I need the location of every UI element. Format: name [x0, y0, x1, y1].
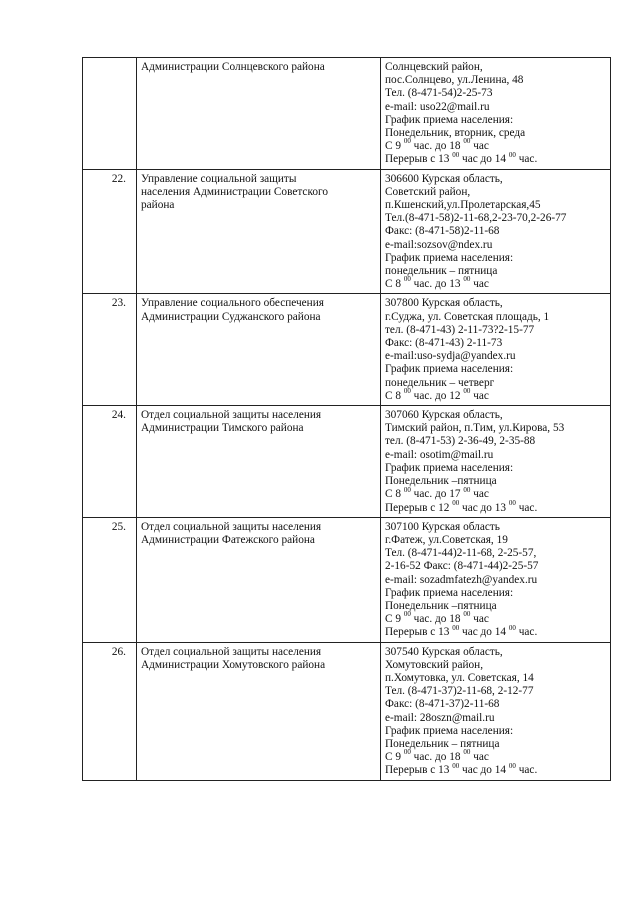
contact-info-line — [385, 610, 606, 626]
row-number: 26. — [83, 642, 137, 780]
contact-info-line — [385, 574, 606, 587]
office-name-cell — [137, 517, 381, 642]
contact-info-line — [385, 534, 606, 547]
row-number: 23. — [83, 294, 137, 406]
contact-text: Хомутовский район, — [385, 658, 484, 671]
contact-info-line — [385, 239, 606, 252]
contact-text: График приема населения: — [385, 724, 514, 737]
table-row — [83, 406, 611, 518]
time-minutes-superscript: 00 — [508, 623, 516, 632]
contact-info-line — [385, 173, 606, 186]
time-minutes-superscript: 00 — [463, 610, 471, 619]
contact-text: час. до 18 — [410, 613, 464, 626]
table-row — [83, 517, 611, 642]
contact-info-line — [385, 521, 606, 534]
contact-text: час. до 18 — [410, 140, 464, 153]
contact-info-cell — [381, 169, 611, 294]
office-name-line: Администрации Солнцевского района — [141, 61, 325, 73]
office-name-line: Администрации Тимского района — [141, 422, 304, 435]
contact-info-line — [385, 698, 606, 711]
contact-text: График приема населения: — [385, 113, 514, 126]
contact-text: 307100 Курская область — [385, 520, 500, 533]
contact-text: График приема населения: — [385, 461, 514, 474]
contact-text: час. — [515, 501, 538, 514]
contact-info-line — [385, 61, 606, 74]
contact-info-line — [385, 311, 606, 324]
contact-text: г.Фатеж, ул.Советская, 19 — [385, 533, 508, 546]
contact-info-line — [385, 127, 606, 140]
contact-text: час до 14 — [459, 153, 509, 166]
contact-info-line — [385, 324, 606, 337]
contact-text: 307800 Курская область, — [385, 297, 503, 310]
contact-text: С 8 — [385, 488, 404, 501]
contact-text: пос.Солнцево, ул.Ленина, 48 — [385, 74, 524, 87]
contact-info-line — [385, 748, 606, 764]
contact-info-line — [385, 74, 606, 87]
office-name-line: Администрации Фатежского района — [141, 533, 315, 546]
time-minutes-superscript: 00 — [508, 150, 516, 159]
row-number: 22. — [83, 169, 137, 294]
time-minutes-superscript: 00 — [463, 387, 471, 396]
time-minutes-superscript: 00 — [508, 761, 516, 770]
contact-text: С 9 — [385, 140, 404, 153]
contact-text: Тел. (8-471-54)2-25-73 — [385, 87, 493, 100]
contact-info-line — [385, 462, 606, 475]
contact-text: г.Суджа, ул. Советская площадь, 1 — [385, 310, 550, 323]
contact-info-line — [385, 485, 606, 501]
contact-text: С 8 — [385, 389, 404, 402]
contact-info-line — [385, 475, 606, 488]
contact-text: час — [470, 278, 489, 291]
contact-text: График приема населения: — [385, 251, 514, 264]
contact-text: час. — [515, 764, 538, 777]
contact-info-cell — [381, 294, 611, 406]
time-minutes-superscript: 00 — [403, 610, 411, 619]
contact-text: час. — [515, 153, 538, 166]
contact-info-line — [385, 623, 606, 639]
contact-text: Факс: (8-471-37)2-11-68 — [385, 698, 500, 711]
contact-text: Понедельник –пятница — [385, 599, 497, 612]
contact-text: Понедельник – пятница — [385, 737, 500, 750]
contact-info-line — [385, 435, 606, 448]
contact-info-line — [385, 114, 606, 127]
contact-info-line — [385, 101, 606, 114]
office-name-line: Отдел социальной защиты населения — [141, 520, 322, 533]
time-minutes-superscript: 00 — [403, 137, 411, 146]
contact-info-line — [385, 363, 606, 376]
table-row — [83, 294, 611, 406]
contact-text: час — [470, 140, 489, 153]
contact-info-cell — [381, 517, 611, 642]
table-row — [83, 642, 611, 780]
row-number: 24. — [83, 406, 137, 518]
contact-info-line — [385, 685, 606, 698]
contact-info-line — [385, 265, 606, 278]
contact-info-line — [385, 225, 606, 238]
contact-text: С 8 — [385, 278, 404, 291]
office-name-cell — [137, 406, 381, 518]
contact-info-line — [385, 186, 606, 199]
time-minutes-superscript: 00 — [403, 387, 411, 396]
contact-text: п.Кшенский,ул.Пролетарская,45 — [385, 199, 541, 212]
row-number — [83, 58, 137, 170]
office-name-line: района — [141, 199, 175, 212]
contact-text: час. до 13 — [410, 278, 464, 291]
contact-text: час. до 12 — [410, 389, 464, 402]
contact-text: Тел. (8-471-37)2-11-68, 2-12-77 — [385, 685, 534, 698]
contact-info-line — [385, 350, 606, 363]
contact-text: понедельник – пятница — [385, 265, 498, 278]
office-name-line: Отдел социальной защиты населения — [141, 645, 322, 658]
contact-info-line — [385, 297, 606, 310]
contact-text: час до 13 — [459, 501, 509, 514]
contact-text: тел. (8-471-53) 2-36-49, 2-35-88 — [385, 435, 536, 448]
contact-text: час — [470, 751, 489, 764]
contact-text: понедельник – четверг — [385, 376, 495, 389]
contact-text: Перерыв с 13 — [385, 626, 453, 639]
contact-text: Понедельник, вторник, среда — [385, 127, 526, 140]
contact-text: час — [470, 488, 489, 501]
contact-text: С 9 — [385, 751, 404, 764]
contact-text: e-mail:uso-sydja@yandex.ru — [385, 350, 516, 363]
contact-text: Факс: (8-471-58)2-11-68 — [385, 225, 500, 238]
contact-text: тел. (8-471-43) 2-11-73?2-15-77 — [385, 323, 535, 336]
time-minutes-superscript: 00 — [452, 150, 460, 159]
contact-text: e-mail:sozsov@ndex.ru — [385, 238, 493, 251]
contact-info-line — [385, 587, 606, 600]
office-name-cell — [137, 58, 381, 170]
contact-text: Тел.(8-471-58)2-11-68,2-23-70,2-26-77 — [385, 212, 567, 225]
time-minutes-superscript: 00 — [403, 748, 411, 757]
contact-info-line — [385, 87, 606, 100]
contact-text: час — [470, 613, 489, 626]
office-name-cell — [137, 169, 381, 294]
contact-info-line — [385, 712, 606, 725]
office-name-line: Администрации Суджанского района — [141, 310, 321, 323]
office-name-cell — [137, 294, 381, 406]
contact-text: Перерыв с 13 — [385, 153, 453, 166]
contact-text: 306600 Курская область, — [385, 172, 503, 185]
contact-text: График приема населения: — [385, 363, 514, 376]
time-minutes-superscript: 00 — [403, 275, 411, 284]
time-minutes-superscript: 00 — [463, 137, 471, 146]
contact-info-line — [385, 199, 606, 212]
contact-info-line — [385, 659, 606, 672]
contact-text: 307060 Курская область, — [385, 409, 503, 422]
time-minutes-superscript: 00 — [452, 498, 460, 507]
office-name-line: Администрации Хомутовского района — [141, 658, 326, 671]
contact-info-line — [385, 409, 606, 422]
contact-info-line — [385, 738, 606, 751]
row-number: 25. — [83, 517, 137, 642]
contact-text: e-mail: uso22@mail.ru — [385, 100, 490, 113]
table-row — [83, 58, 611, 170]
contact-text: Тел. (8-471-44)2-11-68, 2-25-57, — [385, 547, 537, 560]
social-protection-offices-table — [82, 57, 611, 781]
contact-text: час до 14 — [459, 626, 509, 639]
contact-text: График приема населения: — [385, 586, 514, 599]
contact-text: Перерыв с 13 — [385, 764, 453, 777]
contact-text: 2-16-52 Факс: (8-471-44)2-25-57 — [385, 560, 539, 573]
contact-info-line — [385, 449, 606, 462]
contact-info-line — [385, 560, 606, 573]
contact-text: час — [470, 389, 489, 402]
contact-info-line — [385, 672, 606, 685]
contact-info-line — [385, 337, 606, 350]
contact-info-line — [385, 725, 606, 738]
contact-text: e-mail: 28oszn@mail.ru — [385, 711, 495, 724]
contact-info-line — [385, 377, 606, 390]
time-minutes-superscript: 00 — [463, 485, 471, 494]
table-row — [83, 169, 611, 294]
contact-text: час. до 18 — [410, 751, 464, 764]
contact-info-line — [385, 646, 606, 659]
time-minutes-superscript: 00 — [403, 485, 411, 494]
time-minutes-superscript: 00 — [452, 761, 460, 770]
contact-text: С 9 — [385, 613, 404, 626]
contact-info-line — [385, 252, 606, 265]
contact-text: e-mail: sozadmfatezh@yandex.ru — [385, 573, 538, 586]
contact-text: Тимский район, п.Тим, ул.Кирова, 53 — [385, 422, 565, 435]
contact-text: час. до 17 — [410, 488, 464, 501]
contact-text: п.Хомутовка, ул. Советская, 14 — [385, 671, 534, 684]
time-minutes-superscript: 00 — [463, 275, 471, 284]
contact-info-cell — [381, 406, 611, 518]
contact-info-line — [385, 137, 606, 153]
office-name-line: Управление социального обеспечения — [141, 297, 324, 310]
contact-text: 307540 Курская область, — [385, 645, 503, 658]
contact-text: Перерыв с 12 — [385, 501, 453, 514]
contact-info-line — [385, 600, 606, 613]
contact-text: час до 14 — [459, 764, 509, 777]
contact-text: Солнцевский район, — [385, 61, 483, 73]
contact-info-cell — [381, 642, 611, 780]
office-name-line: населения Администрации Советского — [141, 185, 329, 198]
contact-text: e-mail: osotim@mail.ru — [385, 448, 494, 461]
contact-info-cell — [381, 58, 611, 170]
time-minutes-superscript: 00 — [508, 498, 516, 507]
contact-text: Понедельник –пятница — [385, 475, 497, 488]
contact-info-line — [385, 547, 606, 560]
time-minutes-superscript: 00 — [452, 623, 460, 632]
contact-info-line — [385, 387, 606, 403]
contact-info-line — [385, 150, 606, 166]
contact-text: Советский район, — [385, 185, 471, 198]
contact-info-line — [385, 422, 606, 435]
contact-text: час. — [515, 626, 538, 639]
time-minutes-superscript: 00 — [463, 748, 471, 757]
contact-info-line — [385, 212, 606, 225]
contact-text: Факс: (8-471-43) 2-11-73 — [385, 337, 503, 350]
contact-info-line — [385, 498, 606, 515]
contact-info-line — [385, 275, 606, 291]
office-name-cell — [137, 642, 381, 780]
contact-info-line — [385, 761, 606, 777]
office-name-line: Отдел социальной защиты населения — [141, 409, 322, 422]
office-name-line: Управление социальной защиты — [141, 172, 297, 185]
table-body — [83, 58, 611, 781]
